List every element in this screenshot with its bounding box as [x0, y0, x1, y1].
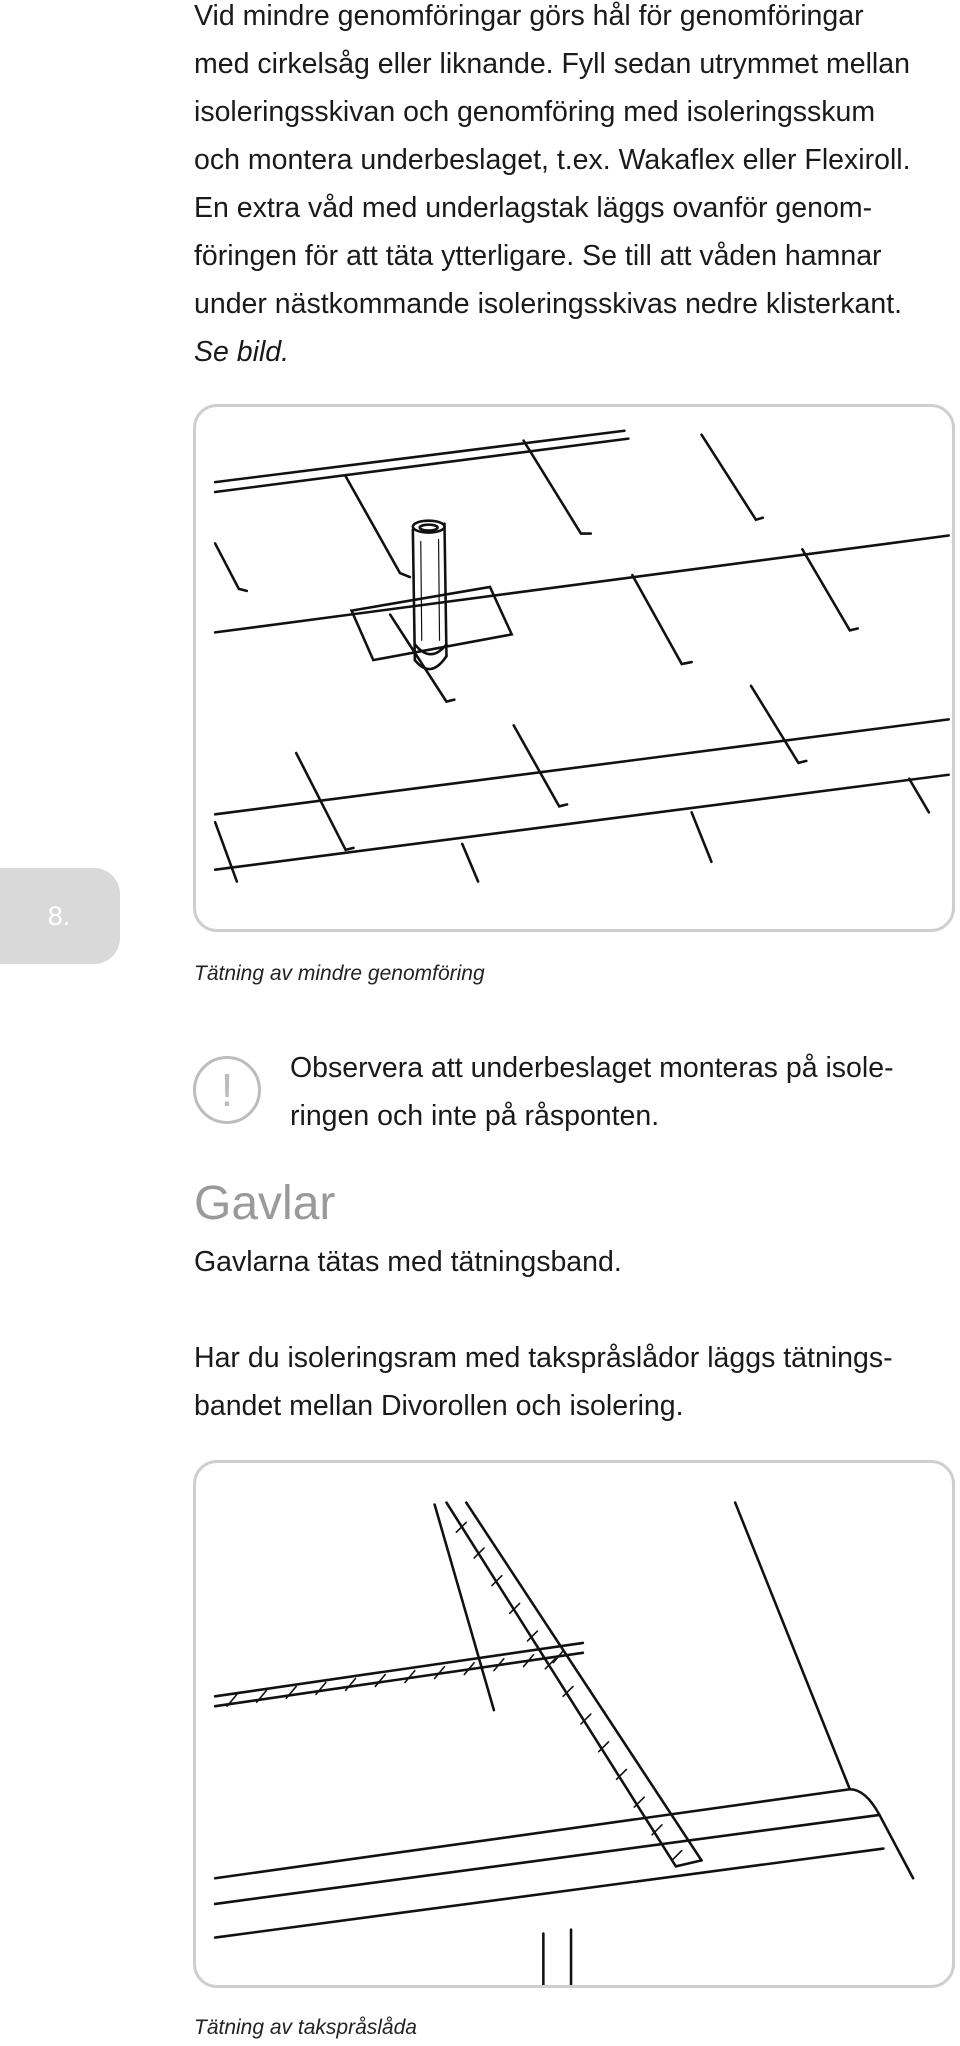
section-body [194, 1238, 960, 1430]
section-para1: Gavlarna tätas med tätningsband. [194, 1246, 622, 1278]
section-para2: Har du isoleringsram med takspråslådor läggs tätnings- bandet mellan Divorollen och isolering. [194, 1342, 893, 1422]
figure-eave-box-illustration [193, 1460, 955, 1988]
figure-penetration-illustration [193, 404, 955, 932]
intro-text: Vid mindre genomföringar görs hål för genomföringar med cirkelsåg eller liknande. Fyll sedan utrymmet mellan isoleringsskivan och genomföring med isoleringsskum och montera underbeslaget, t.ex. Wakaflex eller Flexiroll. En extra våd med underlagstak läggs ovanför genom- föringen för att täta ytterligare. Se till att våden hamnar under nästkommande isoleringsskivas nedre klisterkant. [194, 0, 911, 320]
intro-paragraph [194, 0, 960, 376]
exclamation-icon: ! [193, 1056, 261, 1124]
figure2-caption: Tätning av takspråslåda [194, 2016, 417, 2039]
see-image-text: Se bild. [194, 336, 290, 368]
section-heading: Gavlar [194, 1177, 336, 1230]
page-number: 8. [47, 900, 71, 931]
figure1-caption: Tätning av mindre genomföring [194, 962, 485, 985]
page-number-tab [0, 868, 120, 964]
notice-text: Observera att underbeslaget monteras på isole- ringen och inte på råsponten. [290, 1052, 894, 1132]
